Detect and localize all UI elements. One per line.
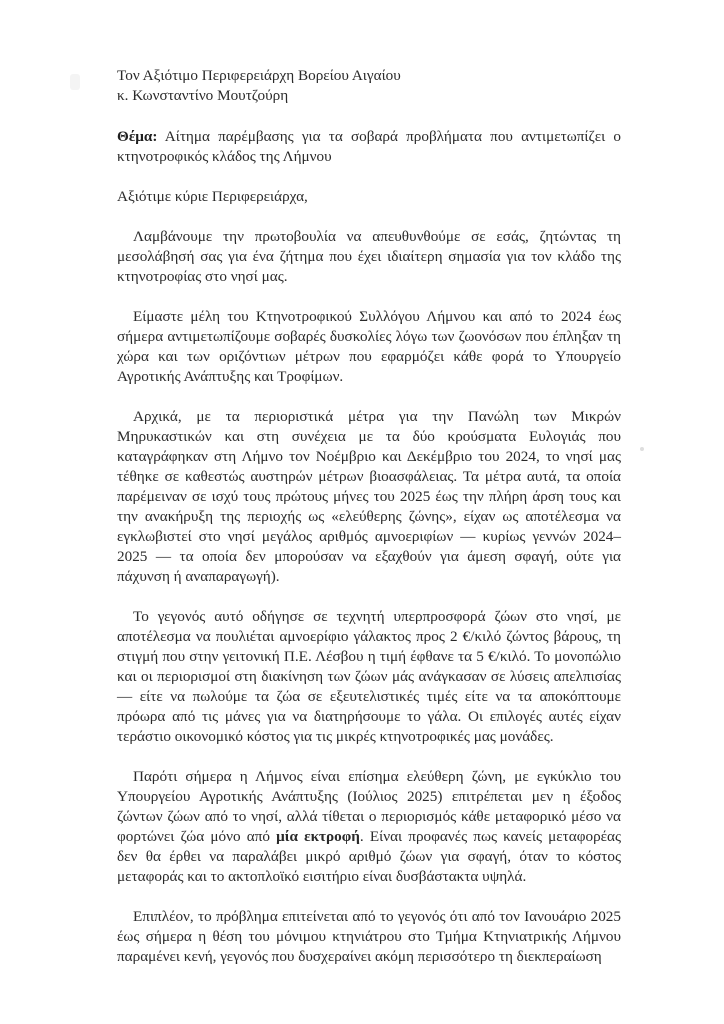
paragraph-intro: Λαμβάνουμε την πρωτοβουλία να απευθυνθούμε σε εσάς, ζητώντας τη μεσολάβησή σας για ένα ζήτημα που έχει ιδιαίτερη σημασία για τον κλάδο της κτηνοτροφίας στο νησί μας. <box>117 228 621 285</box>
paragraph-veterinarian: Επιπλέον, το πρόβλημα επιτείνεται από το γεγονός ότι από τον Ιανουάριο 2025 έως σήμερα η θέση του μόνιμου κτηνιάτρου στο Τμήμα Κτηνιατρικής Λήμνου παραμένει κενή, γεγονός που δυσχεραίνει ακόμη περισσότερο τη διεκπεραίωση <box>117 908 621 965</box>
scan-dot <box>640 447 644 451</box>
free-zone-bold: μία εκτροφή <box>276 828 360 845</box>
paragraph-association: Είμαστε μέλη του Κτηνοτροφικού Συλλόγου Λήμνου και από το 2024 έως σήμερα αντιμετωπίζουμε σοβαρές δυσκολίες λόγω των ζωονόσων που έπληξαν τη χώρα και των οριζόντιων μέτρων που εφαρμόζει κάθε φορά το Υπουργείο Αγροτικής Ανάπτυξης και Τροφίμων. <box>117 308 621 385</box>
recipient-line-1: Τον Αξιότιμο Περιφερειάρχη Βορείου Αιγαίου <box>117 67 401 84</box>
letter-page <box>117 66 621 967</box>
subject-text: Αίτημα παρέμβασης για τα σοβαρά προβλήματα που αντιμετωπίζει ο κτηνοτροφικός κλάδος της Λήμνου <box>117 128 621 165</box>
subject-label: Θέμα: <box>117 128 158 145</box>
paragraph-restrictions: Αρχικά, με τα περιοριστικά μέτρα για την Πανώλη των Μικρών Μηρυκαστικών και στη συνέχεια με τα δύο κρούσματα Ευλογιάς που καταγράφηκαν στη Λήμνο τον Νοέμβριο και Δεκέμβριο του 2024, το νησί μας τέθηκε σε καθεστώς αυστηρών μέτρων βιοασφάλειας. Τα μέτρα αυτά, τα οποία παρέμειναν σε ισχύ τους πρώτους μήνες του 2025 έως την πλήρη άρση τους και την ανακήρυξη της περιοχής ως «ελεύθερης ζώνης», είχαν ως αποτέλεσμα να εγκλωβιστεί στο νησί μεγάλος αριθμός αμνοεριφίων — κυρίως γεννών 2024–2025 — τα οποία δεν μπορούσαν να εξαχθούν για άμεση σφαγή, ούτε για πάχυνση ή αναπαραγωγή). <box>117 408 621 585</box>
subject-line <box>117 127 621 167</box>
greeting: Αξιότιμε κύριε Περιφερειάρχα, <box>117 188 308 205</box>
free-zone-text-1: Παρότι σήμερα η Λήμνος είναι επίσημα ελεύθερη ζώνη, με εγκύκλιο του Υπουργείου Αγροτικής Ανάπτυξης (Ιούλιος 2025) επιτρέπεται μεν η έξοδος ζώντων ζώων από το νησί, αλλά τίθεται ο περιορισμός κάθε μεταφορικό μέσο να φορτώνει ζώα μόνο από <box>117 768 621 845</box>
recipient-line-2: κ. Κωνσταντίνο Μουτζούρη <box>117 87 289 104</box>
paragraph-free-zone <box>117 767 621 887</box>
scan-smudge <box>70 74 80 90</box>
paragraph-oversupply: Το γεγονός αυτό οδήγησε σε τεχνητή υπερπροσφορά ζώων στο νησί, με αποτέλεσμα να πουλιέται αμνοερίφιο γάλακτος προς 2 €/κιλό ζώντος βάρους, τη στιγμή που στην γειτονική Π.Ε. Λέσβου η τιμή έφθανε τα 5 €/κιλό. Το μονοπώλιο και οι περιορισμοί στη διακίνηση των ζώων μάς ανάγκασαν σε λύσεις απελπισίας — είτε να πωλούμε τα ζώα σε εξευτελιστικές τιμές είτε να τα αποκόπτουμε πρόωρα από τις μάνες για να διατηρήσουμε το γάλα. Οι επιλογές αυτές είχαν τεράστιο οικονομικό κόστος για τις μικρές κτηνοτροφικές μας μονάδες. <box>117 608 621 745</box>
free-zone-text-2: . Είναι προφανές πως κανείς μεταφορέας δεν θα έρθει να παραλάβει μικρό αριθμό ζώων για σφαγή, όταν το κόστος μεταφοράς και το ακτοπλοϊκό εισιτήριο είναι δυσβάστακτα υψηλά. <box>117 828 622 885</box>
